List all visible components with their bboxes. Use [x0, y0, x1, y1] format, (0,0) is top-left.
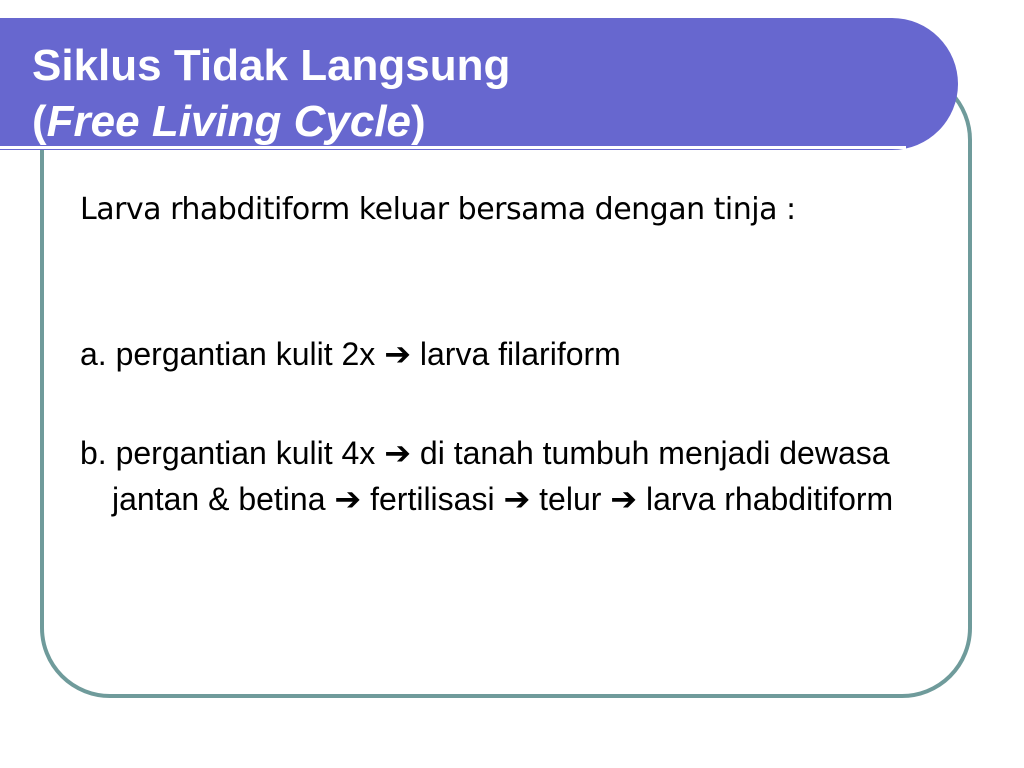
item-b-seg3: fertilisasi	[370, 481, 495, 517]
item-b-seg2: di tanah tumbuh menjadi dewasa jantan & betina	[112, 435, 890, 517]
arrow-right-icon: ➔	[384, 434, 411, 472]
title-paren-open: (	[32, 97, 47, 146]
item-b-seg5: larva rhabditiform	[646, 481, 894, 517]
slide-title	[32, 38, 510, 150]
content-frame	[40, 70, 972, 698]
arrow-right-icon: ➔	[334, 480, 362, 518]
list-item-a	[80, 334, 960, 374]
title-line-2	[32, 94, 510, 150]
list-item-b	[80, 430, 960, 522]
arrow-right-icon: ➔	[503, 480, 531, 518]
arrow-right-icon: ➔	[610, 480, 638, 518]
intro-text: Larva rhabditiform keluar bersama dengan tinja :	[80, 192, 796, 227]
item-a-result: larva filariform	[419, 336, 621, 372]
item-b-seg4: telur	[539, 481, 602, 517]
item-b-seg1: b. pergantian kulit 4x	[80, 435, 376, 471]
item-a-text: a. pergantian kulit 2x	[80, 336, 376, 372]
arrow-right-icon: ➔	[384, 335, 411, 373]
title-line-1: Siklus Tidak Langsung	[32, 41, 511, 90]
title-paren-close: )	[411, 97, 426, 146]
title-banner	[0, 18, 958, 150]
title-italic-text: Free Living Cycle	[46, 97, 412, 146]
